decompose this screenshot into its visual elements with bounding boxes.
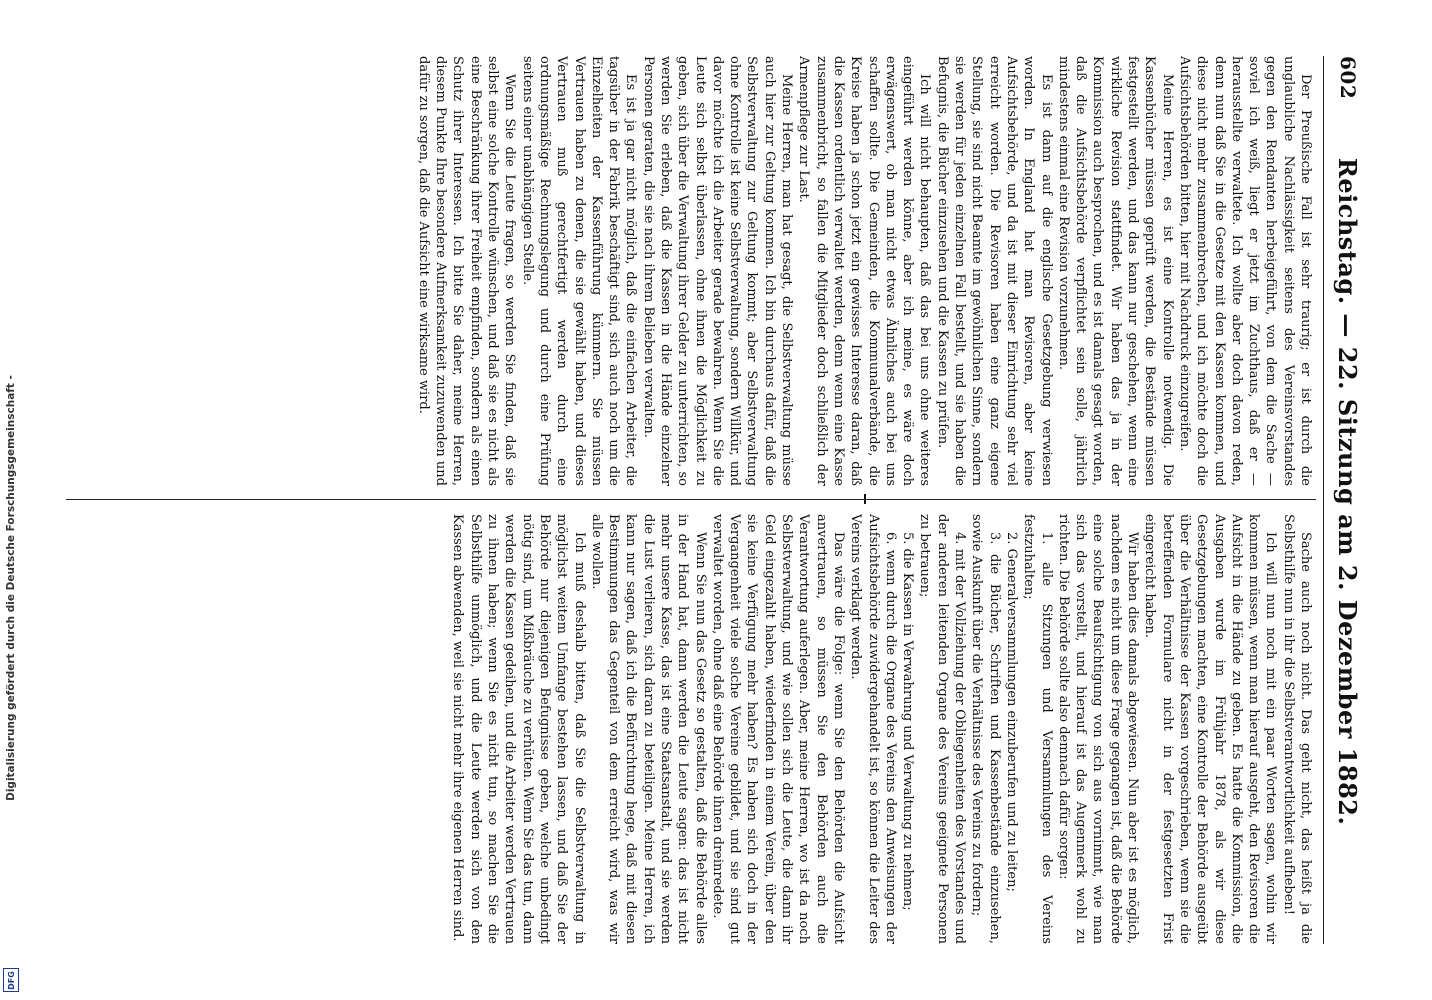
- dfg-logo-label: DFG: [6, 970, 16, 990]
- paragraph: Wenn Sie die Leute fragen, so werden Sie finden, daß sie selbst eine solche Kontrolle wünschen, und daß sie es nicht als eine Beschränkung ihrer Freiheit empfinden, sondern als einen Schutz ihrer Interessen. Ich bitte Sie daher, meine Herren, diesem Punkte Ihre besondere Aufmerksamkeit zuzuwenden und dafür zu sorgen, daß die Aufsicht eine wirksame wird.: [415, 56, 518, 486]
- list-item: 1. alle Sitzungen und Versammlungen des Vereins festzuhalten;: [1021, 514, 1054, 944]
- column-divider: [66, 499, 1316, 500]
- paragraph: Meine Herren, man hat gesagt, die Selbstverwaltung müsse auch hier zur Geltung kommen. Ich bin durchaus dafür, daß die Selbstverwaltung zur Geltung kommt; aber Selbstverwaltung ohne Kontrolle ist keine Selbstverwaltung, sondern Willkür, und davor möchte ich die Arbeiter gerade bewahren. Wenn Sie die Leute sich selbst überlassen, ohne ihnen die Möglichkeit zu geben, sich über die Verwaltung ihrer Gelder zu unterrichten, so werden Sie erleben, daß die Kassen in die Hände einzelner Personen geraten, die sie nach ihrem Belieben verwalten.: [640, 56, 795, 486]
- paragraph: Der Preußische Fall ist sehr traurig; er ist durch die unglaubliche Nachlässigkeit seitens des Vereinsvorstandes gegen den Rendanten herbeigeführt, von dem die Sache — soviel ich weiß, liegt er jetzt im Zuchthaus, daß er — herausstellte verwaltete. Ich wollte aber doch davon reden, denn nun daß Sie in die Gesetze mit den Kassen kommen, und diese nicht mehr zusammenbrechen, und ich möchte doch die Aufsichtsbehörden bitten, hier mit Nachdruck einzugreifen.: [1176, 56, 1313, 486]
- paragraph: Ich will nun noch mit ein paar Worten sagen, wohin wir kommen müssen, wenn man hierauf ausgeht, den Revisoren die Aufsicht in die Hände zu geben. Es hatte die Kommission, die Ausgaben wurde im Frühjahr 1878, als wir diese Gesetzgebungen machten, eine Kontrolle der Behörde ausgeübt über die Verhältnisse der Kassen vorgeschrieben, wenn sie die betreffenden Formulare nicht in der festgesetzten Frist eingereicht haben.: [1142, 514, 1279, 944]
- page-title: Reichstag. — 22. Sitzung am 2. Dezember 1882.: [1333, 157, 1363, 826]
- paragraph: Das wäre die Folge: wenn Sie den Behörden die Aufsicht anvertrauen, so müssen Sie den Behörden auch die Verantwortung auferlegen. Aber, meine Herren, wo ist da noch Selbstverwaltung, und wie sollen sich die Leute, die dann ihr Geld eingezahlt haben, wiederfinden in einem Verein, über den sie keine Verfügung mehr haben? Es haben sich doch in der Vergangenheit viele solche Vereine gebildet, und sie sind gut verwaltet worden, ohne daß eine Behörde ihnen dreinredete.: [709, 514, 846, 944]
- attribution-bar: [0, 0, 22, 1000]
- paragraph: Wenn Sie nun das Gesetz so gestalten, daß die Behörde alles in der Hand hat, dann werden die Leute sagen: das ist nicht mehr unsere Kasse, das ist eine Staatsanstalt, und sie werden die Lust verlieren, sich daran zu beteiligen. Meine Herren, ich kann nur sagen, daß ich die Befürchtung hege, daß mit diesen Bestimmungen das Gegenteil von dem erreicht wird, was wir alle wollen.: [588, 514, 708, 944]
- paragraph: Wir haben dies damals abgewiesen. Nun aber ist es möglich, nachdem es nicht um diese Frage gegangen ist, daß die Behörde eine solche Beaufsichtigung von sich aus vornimmt, wie man sich das vorstellt, und hierauf ist das Augenmerk wohl zu richten. Die Behörde sollte also demnach dafür sorgen:: [1055, 514, 1141, 944]
- dfg-logo-icon: [3, 968, 19, 992]
- list-item: 4. mit der Vollziehung der Obliegenheiten des Vorstandes und der anderen leitenden Organe des Vereins geeignete Personen zu betrauen;: [917, 514, 968, 944]
- paragraph: Sache auch noch nicht. Das geht nicht, das heißt ja die Selbsthilfe nun in ihr die Selbstverantwortlichkeit aufheben!: [1280, 514, 1313, 944]
- page-number: 602: [1336, 56, 1360, 100]
- paragraph: Es ist ja gar nicht möglich, daß die einfachen Arbeiter, die tagsüber in der Fabrik beschäftigt sind, sich auch noch um die Einzelheiten der Kassenführung kümmern. Sie müssen Vertrauen haben zu denen, die sie gewählt haben, und dieses Vertrauen muß gerechtfertigt werden durch eine ordnungsmäßige Rechnungslegung und durch eine Prüfung seitens einer unabhängigen Stelle.: [519, 56, 639, 486]
- paragraph: Meine Herren, es ist eine Kontrolle notwendig. Die Kassenbücher müssen geprüft werden, die Bestände müssen festgestellt werden, und das kann nur geschehen, wenn eine wirkliche Revision stattfindet. Wir haben das ja in der Kommission auch besprochen, und es ist damals gesagt worden, daß die Aufsichtsbehörde verpflichtet sein solle, jährlich mindestens einmal eine Revision vorzunehmen.: [1055, 56, 1175, 486]
- attribution-text: Digitalisierung gefördert durch die Deutsche Forschungsgemeinschaft -: [5, 375, 17, 801]
- list-item: 6. wenn durch die Organe des Vereins den Anweisungen der Aufsichtsbehörde zuwidergehandelt ist, so können die Leiter des Vereins verklagt werden.: [848, 514, 898, 944]
- page-header: [1328, 56, 1368, 944]
- rotated-newspaper-page: [46, 20, 1386, 980]
- list-item: 5. die Kassen in Verwahrung und Verwaltung zu nehmen;: [900, 532, 916, 911]
- header-rule: [1323, 56, 1324, 944]
- scan-mark: [864, 494, 866, 504]
- paragraph: Es ist dann auf die englische Gesetzgebung verwiesen worden. In England hat man Revisoren, aber keine Aufsichtsbehörde, und da ist mit dieser Einrichtung sehr viel erreicht worden. Die Revisoren haben eine ganz eigene Stellung, sie sind nicht Beamte im gewöhnlichen Sinne, sondern sie werden für jeden einzelnen Fall bestellt, und sie haben die Befugnis, die Bücher einzusehen und die Kassen zu prüfen.: [934, 56, 1054, 486]
- paragraph: Ich will nicht behaupten, daß das bei uns ohne weiteres eingeführt werden könne, aber ich meine, es wäre doch erwägenswert, ob man nicht etwas Ähnliches auch bei uns schaffen sollte. Die Gemeinden, die Kommunalverbände, die Kreise haben ja schon jetzt ein gewisses Interesse daran, daß die Kassen ordentlich verwaltet werden, denn wenn eine Kasse zusammenbricht, so fallen die Mitglieder doch schließlich der Armenpflege zur Last.: [796, 56, 933, 486]
- right-column: [64, 514, 1314, 944]
- list-item: 3. die Bücher, Schriften und Kassenbestände einzusehen, sowie Auskunft über die Verhältnisse des Vereins zu fordern;: [969, 514, 1002, 944]
- left-column: [64, 56, 1314, 486]
- list-item: 2. Generalversammlungen einzuberufen und zu leiten;: [1003, 532, 1019, 892]
- paragraph: Ich muß deshalb bitten, daß Sie die Selbstverwaltung in möglichst weitem Umfange bestehen lassen, und daß Sie der Behörde nur diejenigen Befugnisse geben, welche unbedingt nötig sind, um Mißbräuche zu verhüten. Wenn Sie das tun, dann werden die Kassen gedeihen, und die Arbeiter werden Vertrauen zu ihnen haben; wenn Sie es nicht tun, so machen Sie die Selbsthilfe unmöglich, und die Leute werden sich von den Kassen abwenden, weil sie nicht mehr ihre eigenen Herren sind.: [450, 514, 587, 944]
